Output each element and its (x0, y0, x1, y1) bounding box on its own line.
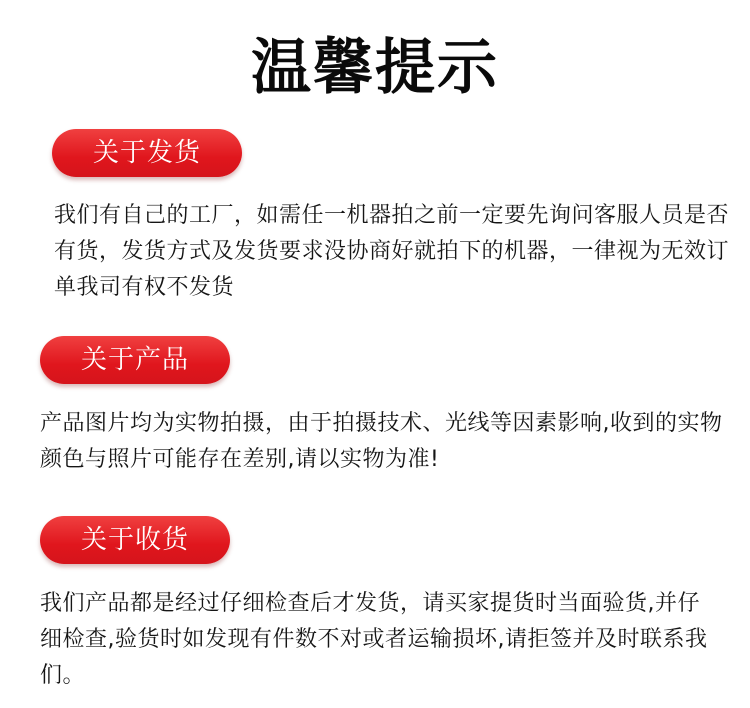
text-line: 我们产品都是经过仔细检查后才发货，请买家提货时当面验货,并仔 (40, 591, 700, 616)
section-badge-shipping: 关于发货 (52, 129, 242, 177)
text-line: 有货，发货方式及发货要求没协商好就拍下的机器，一律视为无效订 (54, 239, 730, 264)
text-line: 我们有自己的工厂，如需任一机器拍之前一定要先询问客服人员是否 (54, 203, 730, 228)
section-text-shipping (54, 198, 734, 306)
section-text-product (40, 406, 725, 478)
text-line: 单我司有权不发货 (54, 275, 235, 300)
text-line: 颜色与照片可能存在差别,请以实物为准! (40, 447, 440, 472)
text-line: 产品图片均为实物拍摄，由于拍摄技术、光线等因素影响,收到的实物 (40, 411, 723, 436)
section-badge-receiving: 关于收货 (40, 516, 230, 564)
page-title: 温馨提示 (251, 33, 499, 103)
section-badge-product: 关于产品 (40, 336, 230, 384)
section-text-receiving (40, 586, 725, 694)
text-line: 细检查,验货时如发现有件数不对或者运输损坏,请拒签并及时联系我 (40, 627, 708, 652)
text-line: 们。 (40, 663, 86, 688)
